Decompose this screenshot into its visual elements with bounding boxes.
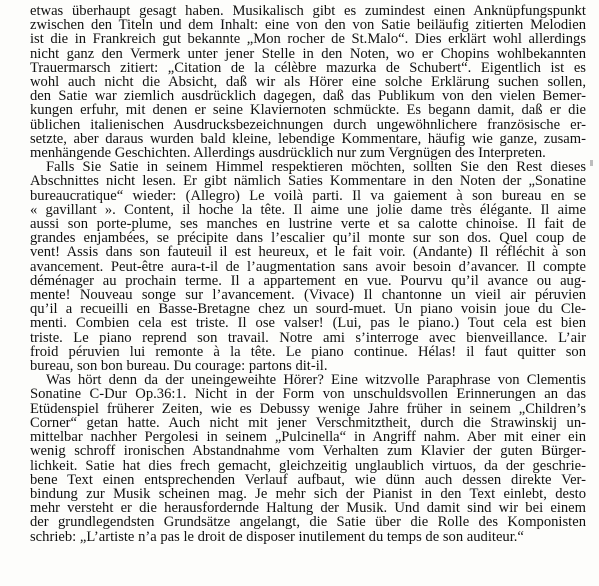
text-line: avancement. Peut-être aura-t-il de l’augmentation sans avoir besoin d’avancer. Il compte: [30, 258, 586, 275]
paragraph: [30, 4, 586, 160]
text-line: qu’il a recueilli en Basse-Bretagne chez un sourd-muet. Un piano voisin joue du Cle-: [30, 301, 586, 318]
text-line: lichkeit. Satie hat dies frech gemacht, gleichzeitig unglaublich virtuos, da der geschrie-: [30, 457, 586, 474]
text-line: nicht ganz den Vermerk unter jener Stelle in den Noten, wo er Chopins wohlbekannten: [30, 45, 586, 62]
text-line: wohl auch nicht die Absicht, daß wir als Hörer eine solche Erklärung suchen sollen,: [30, 74, 586, 91]
text-line: den Satie war ziemlich ausdrücklich dagegen, daß das Publikum von den vielen Bemer-: [30, 88, 586, 105]
text-line: Was hört denn da der uneingeweihte Hörer? Eine witzvolle Paraphrase von Clementis: [46, 372, 586, 389]
text-line: « gavillant ». Content, il hoche la tête. Il aime une jolie dame très élégante. Il aime: [30, 201, 586, 218]
text-line: bureau, son bon bureau. Du courage: partons dit-il.: [30, 358, 328, 375]
text-line: menti. Combien cela est triste. Il ose valser! (Lui, pas le piano.) Tout cela est bien: [30, 315, 586, 332]
scan-edge-mark: [590, 160, 593, 166]
text-line: üblichen italienischen Ausdrucksbezeichnungen durch ungewöhnlichere französische er-: [30, 116, 586, 133]
text-line: mente! Nouveau songe sur l’avancement. (Vivace) Il chantonne un vieil air péruvien: [30, 287, 586, 304]
text-line: zwischen den Titeln und dem Inhalt: eine von den von Satie beiläufig zitierten Melodien: [30, 17, 586, 34]
text-line: schrieb: „L’artiste n’a pas le droit de disposer inutilement du temps de son auditeur.“: [30, 528, 524, 545]
text-line: grandes enjambées, se précipite dans l’escalier qu’il monte sur son dos. Quel coup de: [30, 230, 586, 247]
text-line: triste. Le piano reprend son travail. Notre ami s’interroge avec bienveillance. L’air: [30, 329, 586, 346]
text-line: mittelbar nachher Pergolesi in seinem „Pulcinella“ in Angriff nahm. Aber mit einer ein: [30, 429, 586, 446]
text-line: froid péruvien lui remonte à la tête. Le piano continue. Hélas! il faut quitter son: [30, 343, 586, 360]
text-line: mehr versteht er die herausfordernde Haltung der Musik. Und damit sind wir bei einem: [30, 500, 586, 517]
text-line: déménager au prochain terme. Il a appartement en vue. Pourvu qu’il avance ou aug-: [30, 272, 586, 289]
text-line: ist die in Frankreich gut bekannte „Mon rocher de St.Malo“. Dies erklärt wohl allerdings: [30, 31, 586, 48]
body-text: [30, 4, 586, 544]
text-line: setzte, aber daraus wurden bald kleine, lebendige Kommentare, häufig wie ganze, zusam-: [30, 130, 586, 147]
text-line: kungen erfuhr, mit denen er seine Klaviernoten schmückte. Es begann damit, daß er die: [30, 102, 586, 119]
text-line: Etüdenspiel früherer Zeiten, wie es Debussy wenige Jahre früher in seinem „Children’s: [30, 400, 586, 417]
text-line: Abschnittes nicht lesen. Er gibt nämlich Saties Kommentare in den Noten der „Sonatine: [30, 173, 586, 190]
text-line: etwas überhaupt gesagt haben. Musikalisch gibt es zumindest einen Anknüpfungspunkt: [30, 3, 586, 19]
text-line: Corner“ getan hatte. Auch nicht mit jener Verschmitztheit, durch die Strawinskij un-: [30, 414, 586, 431]
text-line: menhängende Geschichten. Allerdings ausdrücklich nur zum Vergnügen des Interpreten.: [30, 145, 546, 162]
text-line: der grundlegendsten Grundsätze angelangt, die Satie über die Rolle des Komponisten: [30, 514, 586, 531]
paragraph: [30, 373, 586, 543]
text-line: bureaucratique“ wieder: (Allegro) Le voilà parti. Il va gaiement à son bureau en se: [30, 187, 586, 204]
text-line: Falls Sie Satie in seinem Himmel respektieren möchten, sollten Sie den Rest dieses: [46, 159, 586, 176]
paragraph: [30, 160, 586, 373]
text-line: Trauermarsch zitiert: „Citation de la célèbre mazurka de Schubert“. Eigentlich ist es: [30, 59, 586, 76]
text-line: bindung zur Musik scheinen mag. Je mehr sich der Pianist in den Text einlebt, desto: [30, 485, 586, 502]
text-line: vent! Assis dans son fauteuil il est heureux, et le fait voir. (Andante) Il réfléchit à son: [30, 244, 586, 261]
text-line: bene Text einen entsprechenden Verlauf aufbaut, wie dünn auch dessen direkte Ver-: [30, 471, 586, 488]
text-line: wenig schroff ironischen Abstandnahme vom Verhalten zum Klavier der guten Bürger-: [30, 443, 586, 460]
text-line: aussi son porte-plume, ses manches en lustrine verte et sa calotte chinoise. Il fait de: [30, 216, 586, 233]
text-line: Sonatine C-Dur Op.36:1. Nicht in der Form von unschuldsvollen Erinnerungen an das: [30, 386, 586, 403]
